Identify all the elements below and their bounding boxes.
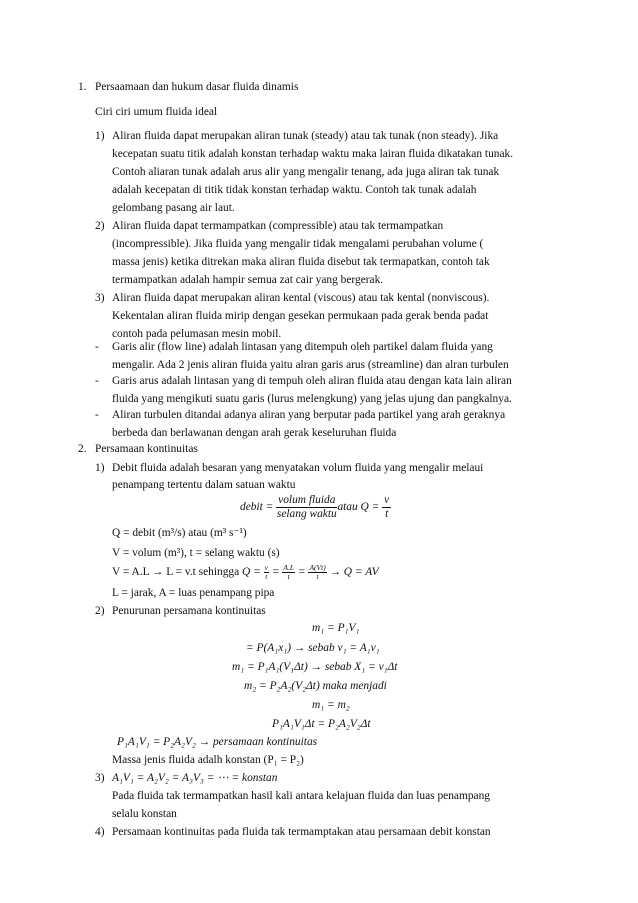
s1-item-1-line-3: Contoh aliaran tunak adalah arus alir yang mengalir tenang, ada juga aliran tak tunak [112, 166, 500, 178]
v-frac-3 [308, 564, 326, 581]
s2-item-2-title: Penurunan persamana kontinuitas [112, 605, 266, 617]
s1-item-1-line-4: adalah kecepatan di titik tidak konstan terhadap waktu. Contoh tak tunak adalah [112, 184, 477, 196]
s2-item-3-line-1: Pada fluida tak termampatkan hasil kali antara kelajuan fluida dan luas penampang [112, 790, 490, 802]
s2-item-1-line-2: penampang tertentu dalam satuan waktu [112, 479, 296, 491]
s1-item-2-line-3: massa jenis) ketika ditrekan maka aliran fluida disebut tak termapatkan, contoh tak [112, 256, 490, 268]
s2-item-3-line-2: selalu konstan [112, 808, 177, 820]
density-note: Massa jenis fluida adalh konstan (P₁ = P₂) [112, 754, 304, 766]
s1-item-2-line-2: (incompressible). Jika fluida yang mengalir tidak mengalami perubahan volume ( [112, 238, 484, 250]
v-equation-end: → Q = AV [329, 566, 379, 578]
v-frac-2-num: A.L [283, 562, 295, 572]
v-frac-2 [282, 564, 295, 581]
s1-item-4-line-2: mengalir. Ada 2 jenis aliran fluida yaitu alran garis arus (streamline) dan alran turbulen [112, 359, 509, 371]
l-definition: L = jarak, A = luas penampang pipa [112, 587, 275, 599]
s1-item-3-line-3: contoh pada pelumasan mesin mobil. [112, 328, 282, 340]
section-2-title: Persamaan kontinuitas [95, 443, 198, 455]
v-frac-1-num: v [264, 562, 268, 572]
section-2-number: 2. [78, 443, 87, 455]
s1-item-2-line-4: termampatkan adalah hampir semua zat cair yang bergerak. [112, 274, 384, 286]
debit-eq-numerator: volum fluida [278, 493, 336, 506]
s1-item-4-number: - [95, 341, 99, 353]
derivation-eq-4: m₂ = P₂A₂(V₂Δt) maka menjadi [244, 680, 387, 692]
v-frac-1-den: t [265, 571, 268, 581]
debit-eq-numerator-2: v [384, 493, 390, 506]
derivation-eq-6: P₁A₁V₁Δt = P₂A₂V₂Δt [272, 718, 371, 730]
section-1-subtitle: Ciri ciri umum fluida ideal [95, 106, 218, 118]
v-frac-3-den: t [316, 571, 319, 581]
v-equation-q: Q = [242, 566, 261, 578]
s2-item-4-number: 4) [95, 826, 105, 838]
derivation-eq-3: m₁ = P₁A₁(V₁Δt) → sebab X₁ = v₁Δt [232, 661, 398, 673]
s1-item-2-number: 2) [95, 220, 105, 232]
v-equation-text: V = A.L → L = v.t sehingga [112, 566, 240, 578]
s1-item-1-number: 1) [95, 130, 105, 142]
s1-item-5-number: - [95, 375, 99, 387]
section-1-number: 1. [78, 81, 87, 93]
debit-eq-denominator: selang waktu [276, 507, 337, 520]
s1-item-3-line-2: Kekentalan aliran fluida mirip dengan gesekan permukaan pada gerak benda padat [112, 310, 489, 322]
s1-item-6-number: - [95, 409, 99, 421]
s1-item-4-line-1: Garis alir (flow line) adalah lintasan yang ditempuh oleh partikel dalam fluida yang [112, 341, 493, 353]
s1-item-6-line-2: berbeda dan berlawanan dengan arah gerak keseluruhan fluida [112, 427, 397, 439]
s1-item-5-line-1: Garis arus adalah lintasan yang di tempuh oleh aliran fluida atau dengan kata lain aliran [112, 375, 512, 387]
derivation-eq-1: m₁ = P₁V₁ [312, 622, 360, 634]
s2-item-2-number: 2) [95, 605, 105, 617]
v-frac-2-den: t [287, 571, 290, 581]
section-1-title: Persaamaan dan hukum dasar fluida dinamis [95, 81, 299, 93]
s1-item-1-line-2: kecepatan suatu titik adalah konstan terhadap waktu maka lairan fluida dikatakan tunak. [112, 148, 514, 160]
s1-item-2-line-1: Aliran fluida dapat termampatkan (compressible) atau tak termampatkan [112, 220, 444, 232]
debit-eq-denominator-2: t [385, 507, 389, 520]
s2-item-4-text: Persamaan kontinuitas pada fluida tak termamptakan atau persamaan debit konstan [112, 826, 491, 838]
debit-eq-lhs: debit = [240, 501, 274, 513]
v-definition: V = volum (m³), t = selang waktu (s) [112, 547, 280, 559]
v-equation: V = A.L → L = v.t sehingga Q = $\frac{v}{t}$ = $\frac{A.L}{t}$ = $\frac{A(Vt)}{t}$ → Q = AV [112, 562, 379, 581]
s1-item-3-line-1: Aliran fluida dapat merupakan aliran kental (viscous) atau tak kental (nonviscous). [112, 292, 490, 304]
debit-eq-fraction [276, 494, 337, 521]
debit-eq-mid: atau Q = [337, 501, 380, 513]
s1-item-5-line-2: fluida yang mengikuti suatu garis (lurus melengkung) yang jelas ujung dan pangkalnya. [112, 393, 512, 405]
s1-item-1-line-1: Aliran fluida dapat merupakan aliran tunak (steady) atau tak tunak (non steady). Jika [112, 130, 499, 142]
debit-equation [240, 490, 391, 524]
s2-item-3-equation: A₁V₁ = A₂V₂ = A₃V₃ = ⋯ = konstan [112, 772, 278, 784]
s1-item-6-line-1: Aliran turbulen ditandai adanya aliran yang berputar pada partikel yang arah geraknya [112, 409, 506, 421]
s2-item-1-number: 1) [95, 462, 105, 474]
derivation-eq-2: = P(A₁x₁) → sebab v₁ = A₁v₁ [246, 642, 380, 654]
s2-item-3-number: 3) [95, 772, 105, 784]
debit-eq-fraction-2 [382, 494, 391, 521]
continuity-equation: P₁A₁V₁ = P₂A₂V₂ → persamaan kontinuitas [117, 736, 318, 748]
s1-item-1-line-5: gelombang pasang air laut. [112, 202, 235, 214]
v-frac-1 [264, 564, 269, 581]
s2-item-1-line-1: Debit fluida adalah besaran yang menyatakan volum fluida yang mengalir melaui [112, 462, 484, 474]
q-definition: Q = debit (m³/s) atau (m³ s⁻¹) [112, 527, 247, 539]
v-frac-3-num: A(Vt) [309, 562, 326, 572]
s1-item-3-number: 3) [95, 292, 105, 304]
derivation-eq-5: m₁ = m₂ [312, 699, 350, 711]
